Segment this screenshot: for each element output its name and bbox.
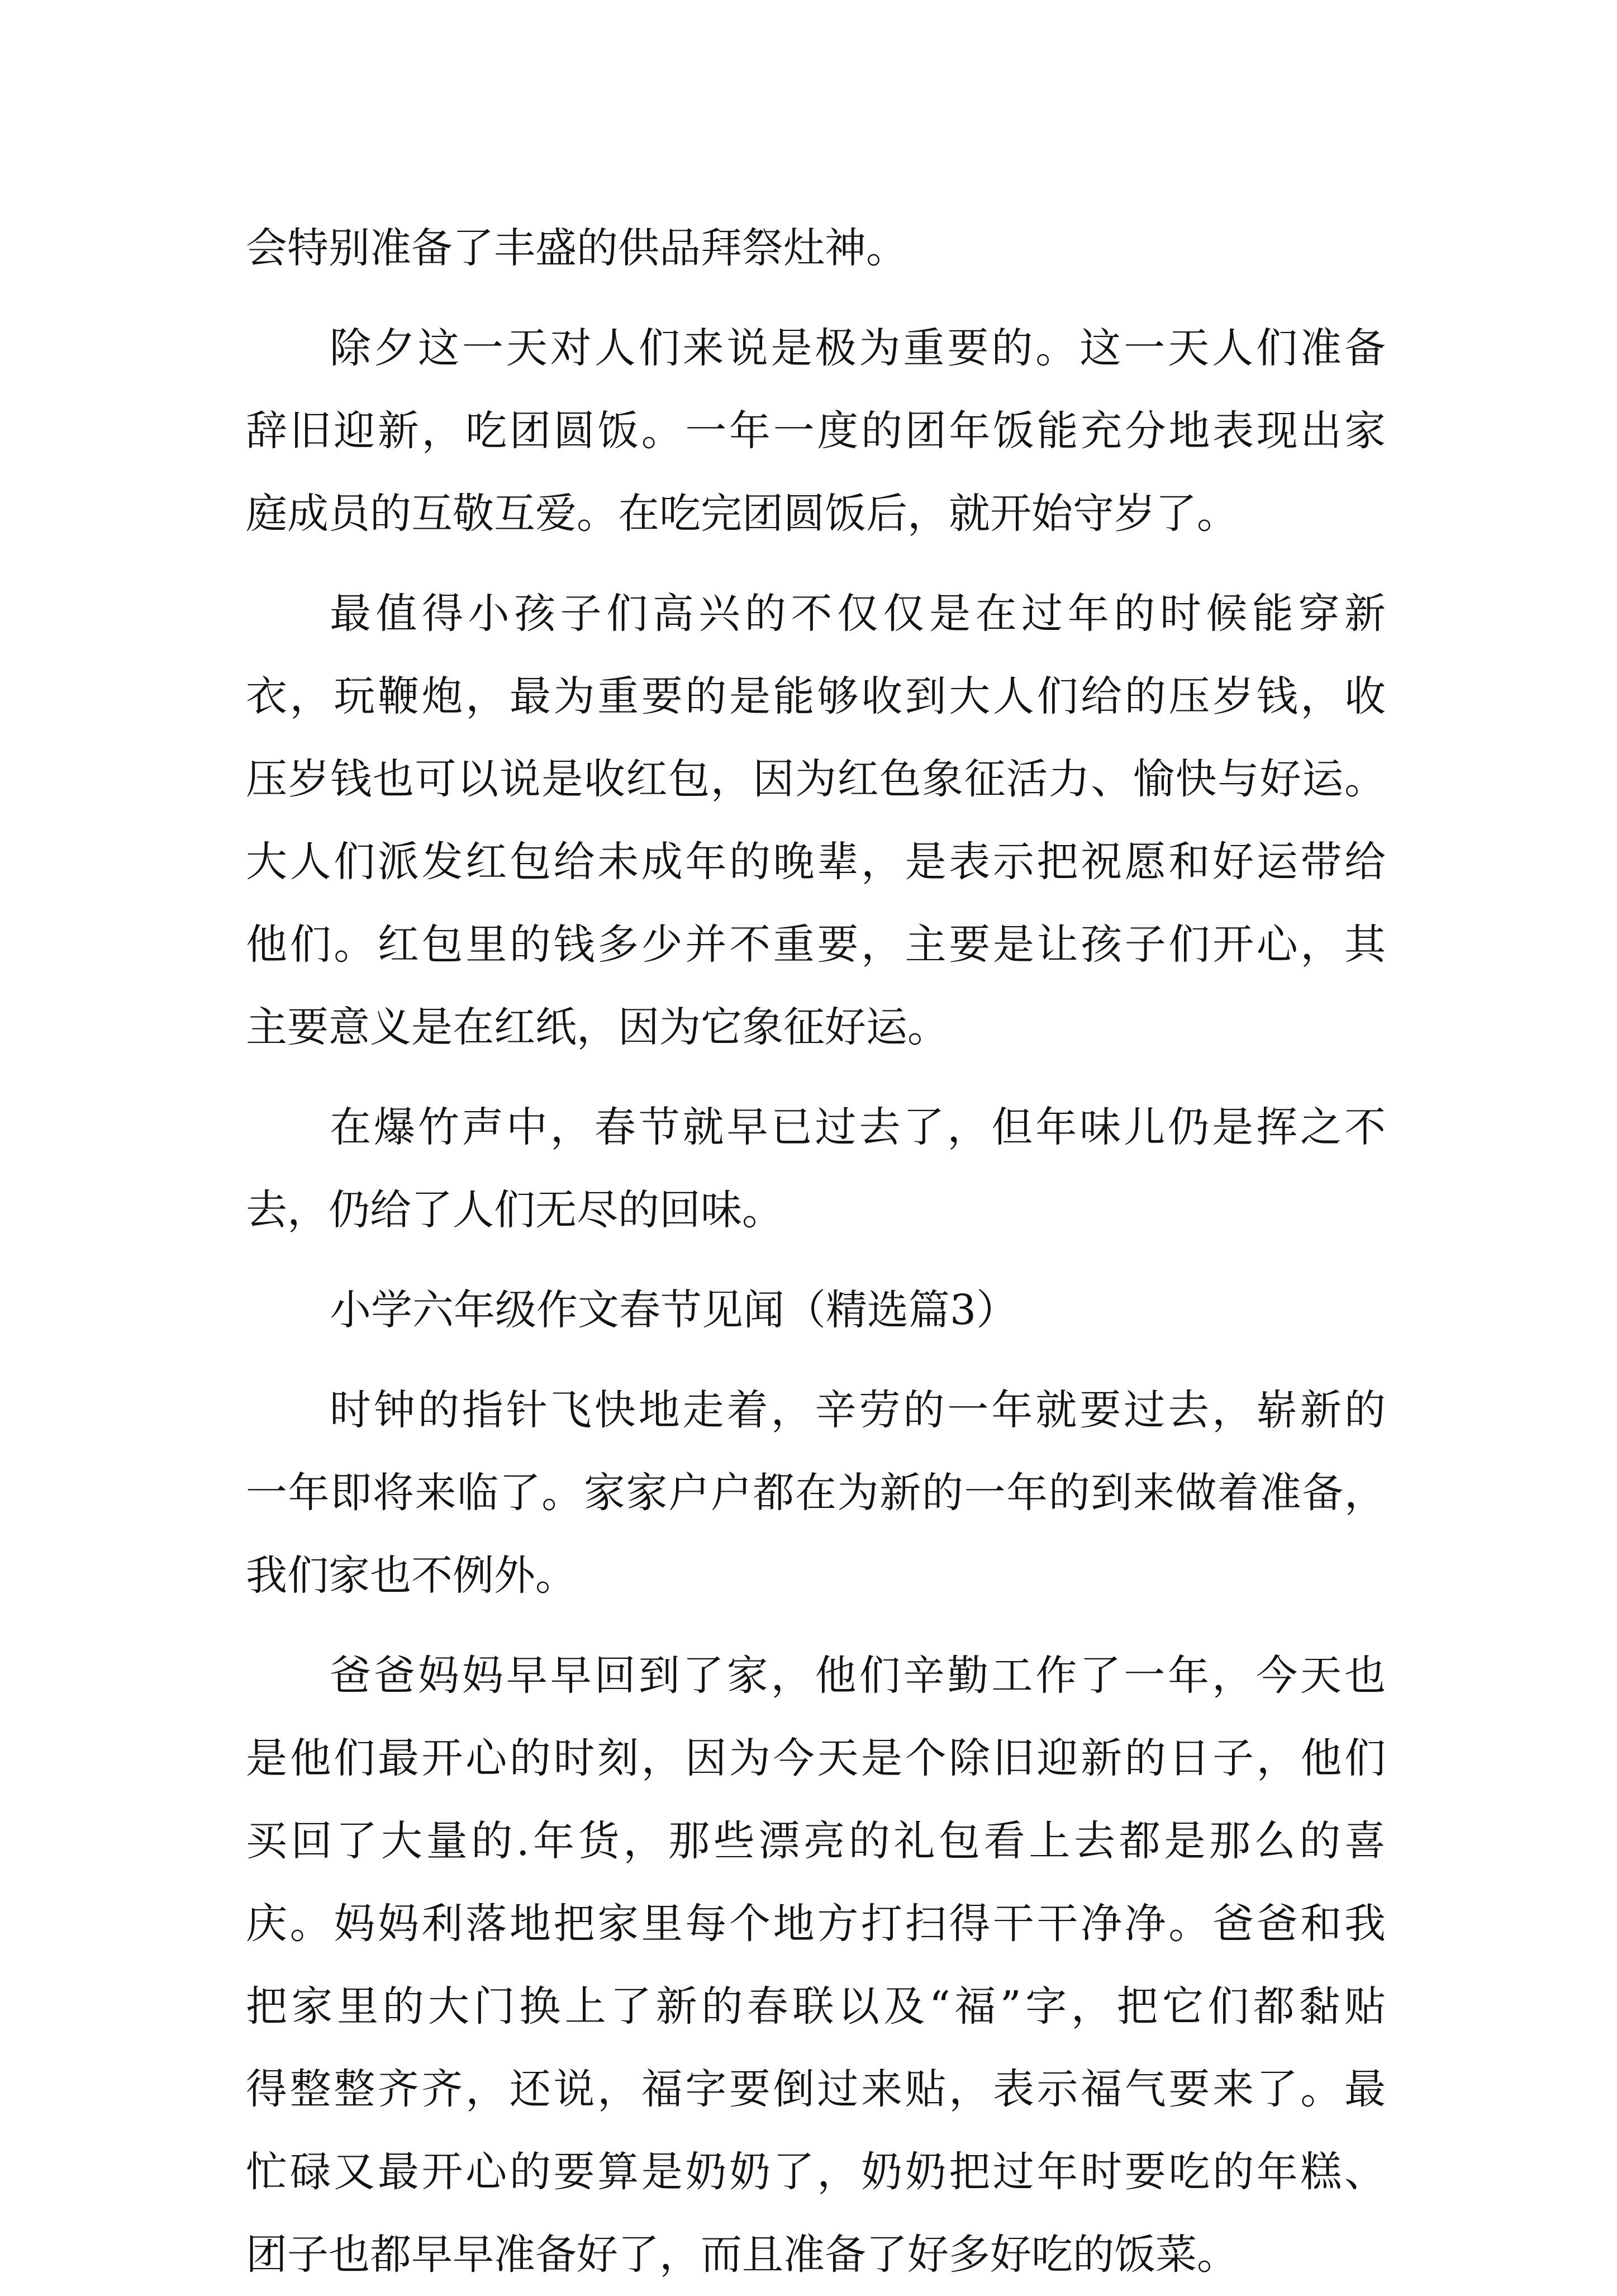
article-body [246, 207, 1386, 2296]
paragraph-line: 最值得小孩子们高兴的不仅仅是在过年的时候能穿新 [330, 590, 1386, 638]
paragraph [246, 1634, 1386, 2296]
paragraph [246, 1086, 1386, 1251]
paragraph-line: 是他们最开心的时刻，因为今天是个除旧迎新的日子，他们 [246, 1734, 1386, 1782]
paragraph-line: 买回了大量的.年货，那些漂亮的礼包看上去都是那么的喜 [246, 1817, 1386, 1865]
paragraph-line: 一年即将来临了。家家户户都在为新的一年的到来做着准备， [246, 1469, 1386, 1517]
paragraph [246, 307, 1386, 555]
paragraph [246, 207, 1386, 290]
paragraph-line: 去，仍给了人们无尽的回味。 [246, 1186, 783, 1234]
paragraph-line: 大人们派发红包给未成年的晚辈，是表示把祝愿和好运带给 [246, 838, 1386, 886]
paragraph-line: 庆。妈妈利落地把家里每个地方打扫得干干净净。爸爸和我 [246, 1900, 1386, 1948]
paragraph-line: 时钟的指针飞快地走着，辛劳的一年就要过去，崭新的 [330, 1386, 1386, 1434]
paragraph-line: 把家里的大门换上了新的春联以及“福”字，把它们都黏贴 [246, 1982, 1386, 2031]
paragraph-line: 爸爸妈妈早早回到了家，他们辛勤工作了一年，今天也 [330, 1652, 1386, 1700]
paragraph [246, 572, 1386, 1069]
paragraph-line: 团子也都早早准备好了，而且准备了好多好吃的饭菜。 [246, 2231, 1238, 2279]
paragraph-line: 庭成员的互敬互爱。在吃完团圆饭后，就开始守岁了。 [246, 490, 1238, 538]
paragraph-line: 会特别准备了丰盛的供品拜祭灶神。 [246, 224, 907, 272]
section-heading-text: 小学六年级作文春节见闻（精选篇3） [330, 1286, 1018, 1334]
paragraph-line: 忙碌又最开心的要算是奶奶了，奶奶把过年时要吃的年糕、 [246, 2148, 1386, 2196]
paragraph-line: 压岁钱也可以说是收红包，因为红色象征活力、愉快与好运。 [246, 755, 1386, 803]
paragraph [246, 1369, 1386, 1617]
paragraph-line: 得整整齐齐，还说，福字要倒过来贴，表示福气要来了。最 [246, 2065, 1386, 2113]
section-heading [246, 1269, 1386, 1351]
paragraph-line: 我们家也不例外。 [246, 1552, 577, 1600]
paragraph-line: 辞旧迎新，吃团圆饭。一年一度的团年饭能充分地表现出家 [246, 407, 1386, 455]
paragraph-line: 他们。红包里的钱多少并不重要，主要是让孩子们开心，其 [246, 921, 1386, 969]
paragraph-line: 在爆竹声中，春节就早已过去了，但年味儿仍是挥之不 [330, 1103, 1386, 1151]
paragraph-line: 主要意义是在红纸，因为它象征好运。 [246, 1003, 949, 1051]
paragraph-line: 衣，玩鞭炮，最为重要的是能够收到大人们给的压岁钱，收 [246, 672, 1386, 720]
paragraph-line: 除夕这一天对人们来说是极为重要的。这一天人们准备 [330, 324, 1386, 372]
